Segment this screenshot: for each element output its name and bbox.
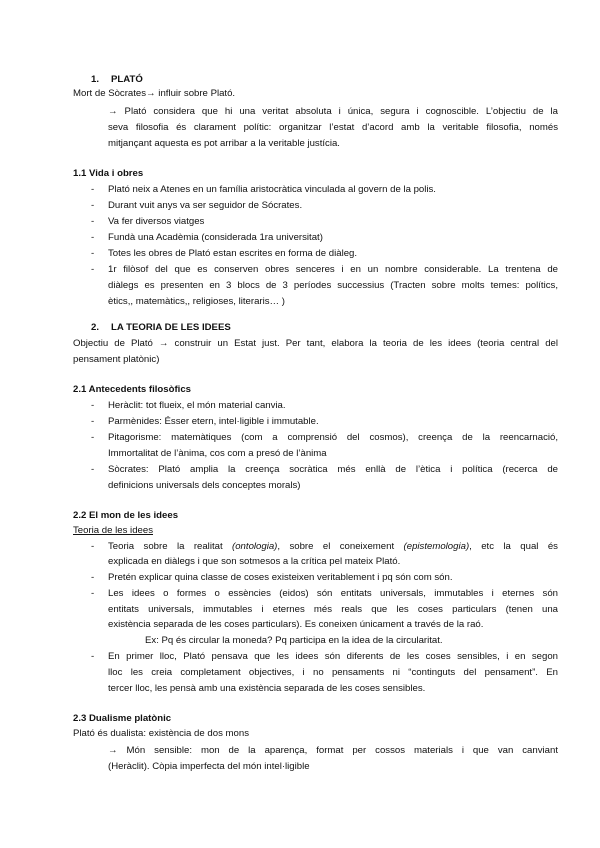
section-2-3-paragraph-line-2: (Heràclit). Còpia imperfecta del món intel·ligible	[108, 761, 310, 772]
bullet: -	[91, 416, 95, 427]
section-2-title: LA TEORIA DE LES IDEES	[111, 322, 231, 333]
section-2-2-heading: 2.2 El mon de les idees	[73, 510, 179, 521]
list-item-line-1: Les idees o formes o essències (eidos) són entitats universals, immutables i eternes són	[108, 588, 558, 599]
section-2-paragraph-line-2: pensament platònic)	[73, 354, 160, 365]
intro-paragraph-line-1: → Plató considera que hi una veritat absoluta i única, segura i cognoscible. L’objectiu de la	[108, 106, 558, 117]
intro-paragraph-line-2: seva filosofia és clarament polític: organitzar l’estat d’acord amb la veritable filosofia, només	[108, 122, 558, 133]
list-item-line-3: ètics,, matemàtics,, religioses, literaris… )	[108, 296, 285, 307]
section-1-title: PLATÓ	[111, 74, 143, 85]
text-run: , etc la qual és	[469, 541, 558, 552]
list-item-line-2: explicada en diàlegs i que son sotmesos a la crítica pel mateix Plató.	[108, 556, 401, 567]
italic-term: (epistemologia)	[403, 541, 470, 552]
list-item-line-3: tercer lloc, les pensà amb una existència separada de les coses sensibles.	[108, 683, 426, 694]
list-item: Heràclit: tot flueix, el món material canvia.	[108, 400, 286, 411]
text-run: Teoria sobre la realitat	[108, 541, 233, 552]
example-line: Ex: Pq és circular la moneda? Pq participa en la idea de la circularitat.	[145, 635, 443, 646]
bullet: -	[91, 651, 95, 662]
list-item: Parmènides: Ésser etern, intel·ligible i immutable.	[108, 416, 319, 427]
section-2-3-heading: 2.3 Dualisme platònic	[73, 713, 172, 724]
bullet: -	[91, 432, 95, 443]
list-item-line-1: 1r filòsof del que es conserven obres senceres i en un nombre considerable. La trentena de	[108, 264, 558, 275]
section-2-3-line: Plató és dualista: existència de dos mons	[73, 728, 249, 739]
list-item-line-1	[73, 541, 558, 553]
bullet: -	[91, 400, 95, 411]
list-item: Pretén explicar quina classe de coses existeixen veritablement i pq són com són.	[108, 572, 453, 583]
list-item-line-2: diàlegs es presenten en 3 blocs de 3 períodes successius (Tracten sobre molts temes: polítics,	[108, 280, 558, 291]
italic-term: (ontologia)	[232, 541, 278, 552]
list-item: Fundà una Acadèmia (considerada 1ra universitat)	[108, 232, 323, 243]
bullet: -	[91, 464, 95, 475]
bullet: -	[91, 184, 95, 195]
section-2-2-subtitle: Teoria de les idees	[73, 525, 153, 536]
section-2-3-paragraph-line-1: → Món sensible: mon de la aparença, format per cossos materials i que van canviant	[108, 745, 558, 756]
list-item-line-2: Immortalitat de l’ànima, cos com a presó de l’ànima	[108, 448, 327, 459]
list-item-line-3: existència separada de les coses particulars). Es coneixen únicament a través de la raó.	[108, 619, 484, 630]
bullet: -	[91, 232, 95, 243]
section-2-1-heading: 2.1 Antecedents filosòfics	[73, 384, 192, 395]
bullet: -	[91, 248, 95, 259]
section-2-paragraph-line-1: Objectiu de Plató → construir un Estat just. Per tant, elabora la teoria de les idees (teoria central del	[73, 338, 558, 349]
list-item-line-2: lloc les creia completament objectives, i no pensaments ni “continguts del pensament”. En	[108, 667, 558, 678]
list-item-line-2: entitats universals, immutables i eternes més reals que les coses particulars (tenen una	[108, 604, 558, 615]
section-2-heading	[91, 322, 558, 334]
bullet: -	[91, 216, 95, 227]
intro-paragraph-line-3: mitjançant aquesta es pot arribar a la veritable justícia.	[108, 138, 340, 149]
bullet: -	[91, 200, 95, 211]
list-item-line-1: En primer lloc, Plató pensava que les idees són diferents de les coses sensibles, i en segon	[108, 651, 558, 662]
list-item: Durant vuit anys va ser seguidor de Sócrates.	[108, 200, 303, 211]
bullet: -	[91, 588, 95, 599]
list-item: Plató neix a Atenes en un família aristocràtica vinculada al govern de la polis.	[108, 184, 436, 195]
section-1-number: 1.	[91, 74, 100, 85]
section-1-1-heading: 1.1 Vida i obres	[73, 168, 144, 179]
list-item: Va fer diversos viatges	[108, 216, 205, 227]
text-run: , sobre el coneixement	[277, 541, 404, 552]
bullet: -	[91, 572, 95, 583]
bullet: -	[91, 264, 95, 275]
bullet: -	[91, 541, 95, 552]
list-item-line-1: Sòcrates: Plató amplia la creença socràtica més enllà de l’ètica i política (recerca de	[108, 464, 558, 475]
list-item-line-1: Pitagorisme: matemàtiques (com a comprensió del cosmos), creença de la reencarnació,	[108, 432, 558, 443]
intro-line: Mort de Sòcrates→ influir sobre Plató.	[73, 88, 236, 99]
section-1-heading	[91, 74, 558, 86]
list-item: Totes les obres de Plató estan escrites en forma de diàleg.	[108, 248, 358, 259]
section-2-number: 2.	[91, 322, 100, 333]
list-item-line-2: definicions universals dels conceptes morals)	[108, 480, 301, 491]
